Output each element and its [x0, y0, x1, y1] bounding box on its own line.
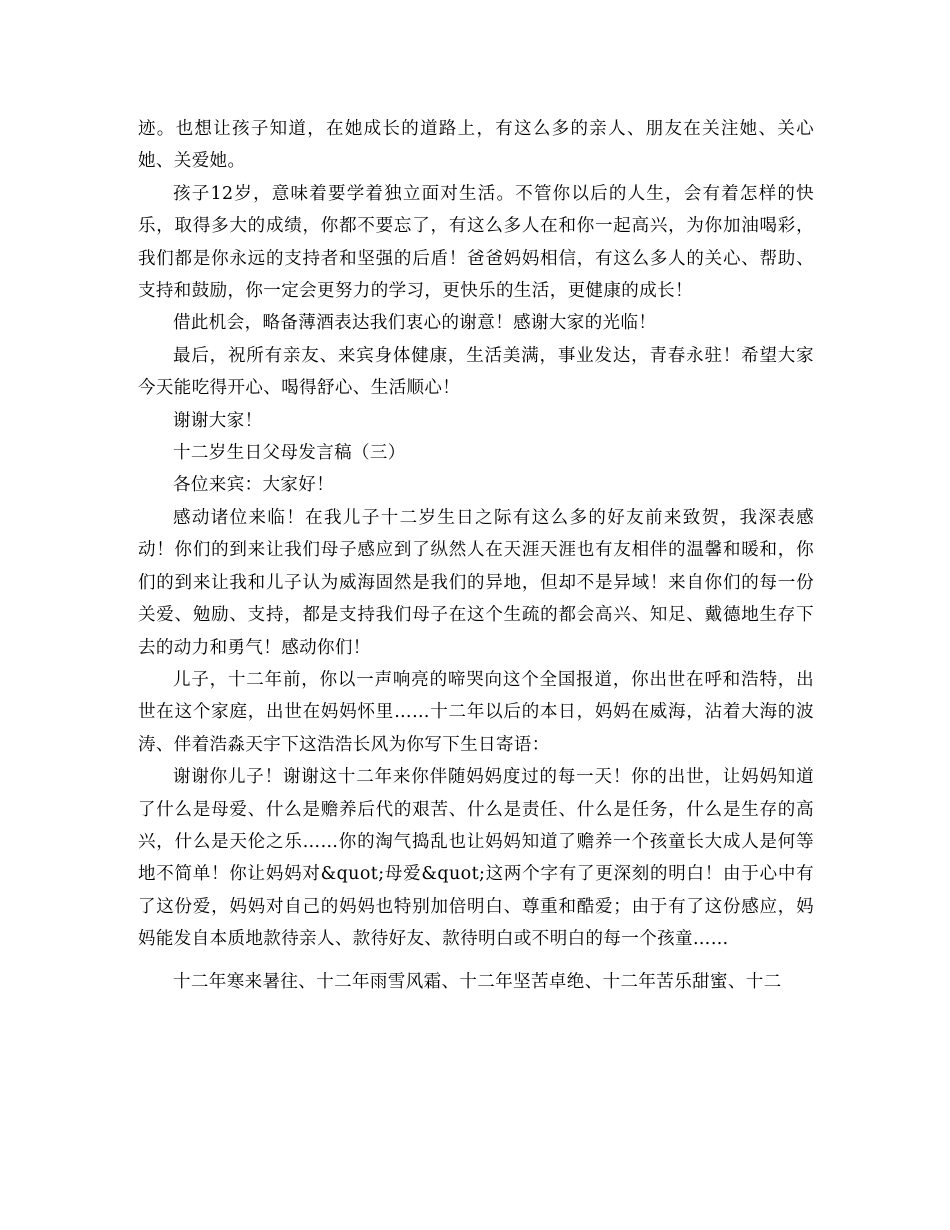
paragraph: 十二年寒来暑往、十二年雨雪风霜、十二年坚苦卓绝、十二年苦乐甜蜜、十二: [173, 971, 782, 992]
paragraph-continuation: 迹。也想让孩子知道，在她成长的道路上，有这么多的亲人、朋友在关注她、关心她、关爱她。: [138, 119, 814, 172]
paragraph: 儿子，十二年前，你以一声响亮的啼哭向这个全国报道，你出世在呼和浩特，出世在这个家庭，出世在妈妈怀里……十二年以后的本日，妈妈在威海，沾着大海的波涛、伴着浩淼天宇下这浩浩长风为你写下生日寄语：: [138, 669, 814, 755]
paragraph: 孩子12岁，意味着要学着独立面对生活。不管你以后的人生，会有着怎样的快乐，取得多大的成绩，你都不要忘了，有这么多人在和你一起高兴，为你加油喝彩，我们都是你永远的支持者和坚强的后盾！爸爸妈妈相信，有这么多人的关心、帮助、支持和鼓励，你一定会更努力的学习，更快乐的生活，更健康的成长！: [138, 183, 814, 302]
paragraph: 谢谢大家！: [173, 410, 263, 431]
paragraph: 借此机会，略备薄酒表达我们衷心的谢意！感谢大家的光临！: [173, 313, 657, 334]
document-page: [138, 113, 814, 998]
paragraph: 谢谢你儿子！谢谢这十二年来你伴随妈妈度过的每一天！你的出世，让妈妈知道了什么是母爱、什么是赡养后代的艰苦、什么是责任、什么是任务，什么是生存的高兴，什么是天伦之乐……你的淘气捣乱也让妈妈知道了赡养一个孩童长大成人是何等地不简单！你让妈妈对&quot;母爱&quot;这两个字有了更深刻的明白！由于心中有了这份爱，妈妈对自己的妈妈也特别加倍明白、尊重和酷爱；由于有了这份感应，妈妈能发自本质地款待亲人、款待好友、款待明白或不明白的每一个孩童……: [138, 767, 814, 950]
paragraph: 最后，祝所有亲友、来宾身体健康，生活美满，事业发达，青春永驻！希望大家今天能吃得开心、喝得舒心、生活顺心！: [138, 345, 814, 399]
section-title: 十二岁生日父母发言稿（三）: [173, 443, 406, 464]
salutation: 各位来宾：大家好！: [173, 475, 335, 496]
paragraph: 感动诸位来临！在我儿子十二岁生日之际有这么多的好友前来致贺，我深表感动！你们的到来让我们母子感应到了纵然人在天涯天涯也有友相伴的温馨和暖和，你们的到来让我和儿子认为威海固然是我们的异地，但却不是异域！来自你们的每一份关爱、勉励、支持，都是支持我们母子在这个生疏的都会高兴、知足、戴德地生存下去的动力和勇气！感动你们！: [138, 507, 814, 658]
